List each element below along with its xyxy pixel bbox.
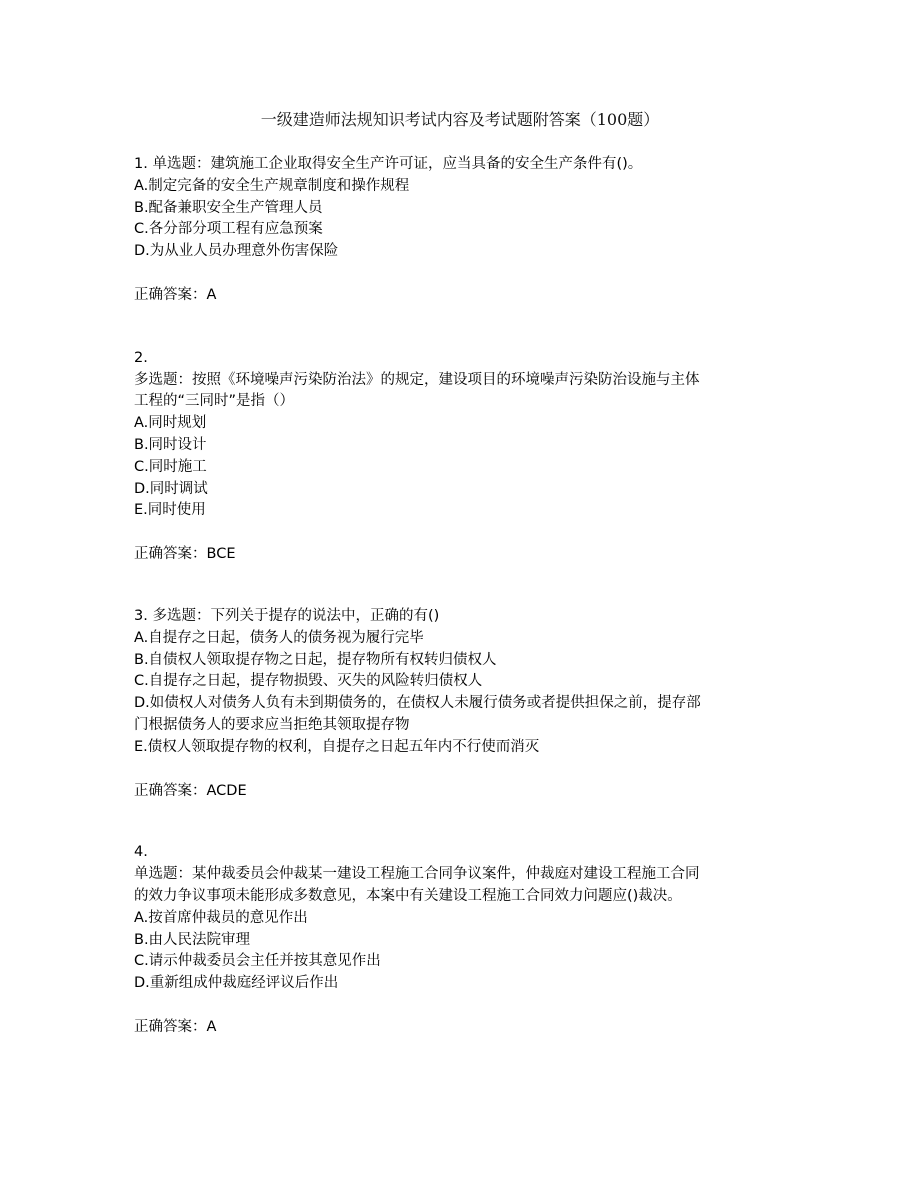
option-a: A.按首席仲裁员的意见作出 bbox=[134, 909, 308, 926]
question-stem-continued: 的效力争议事项未能形成多数意见，本案中有关建设工程施工合同效力问题应()裁决。 bbox=[134, 887, 682, 904]
correct-answer: 正确答案：A bbox=[134, 286, 217, 303]
question-number: 2. bbox=[134, 349, 148, 366]
option-a: A.自提存之日起，债务人的债务视为履行完毕 bbox=[134, 629, 424, 646]
question-3 bbox=[134, 606, 794, 802]
option-a: A.制定完备的安全生产规章制度和操作规程 bbox=[134, 177, 410, 194]
option-b: B.配备兼职安全生产管理人员 bbox=[134, 199, 323, 216]
option-c: C.同时施工 bbox=[134, 458, 207, 475]
question-2 bbox=[134, 348, 794, 566]
option-d-continued: 门根据债务人的要求应当拒绝其领取提存物 bbox=[134, 716, 410, 733]
question-1 bbox=[134, 154, 794, 307]
spacer bbox=[134, 802, 794, 842]
document-title: 一级建造师法规知识考试内容及考试题附答案（100题） bbox=[260, 110, 660, 129]
option-d: D.为从业人员办理意外伤害保险 bbox=[134, 243, 339, 260]
option-b: B.自债权人领取提存物之日起，提存物所有权转归债权人 bbox=[134, 651, 497, 668]
option-d: D.同时调试 bbox=[134, 480, 208, 497]
question-4 bbox=[134, 842, 794, 1038]
question-stem: 多选题：按照《环境噪声污染防治法》的规定，建设项目的环境噪声污染防治设施与主体 bbox=[134, 371, 700, 388]
question-number: 4. bbox=[134, 844, 148, 861]
question-stem: 3. 多选题：下列关于提存的说法中，正确的有() bbox=[134, 607, 440, 624]
spacer bbox=[134, 566, 794, 606]
option-c: C.各分部分项工程有应急预案 bbox=[134, 221, 323, 238]
option-e: E.同时使用 bbox=[134, 502, 206, 519]
option-c: C.自提存之日起，提存物损毁、灭失的风险转归债权人 bbox=[134, 673, 483, 690]
option-b: B.由人民法院审理 bbox=[134, 931, 251, 948]
option-a: A.同时规划 bbox=[134, 415, 207, 432]
question-stem-continued: 工程的“三同时”是指（） bbox=[134, 393, 295, 410]
option-e: E.债权人领取提存物的权利，自提存之日起五年内不行使而消灭 bbox=[134, 738, 540, 755]
question-list bbox=[134, 154, 794, 1039]
spacer bbox=[134, 307, 794, 348]
option-c: C.请示仲裁委员会主任并按其意见作出 bbox=[134, 953, 381, 970]
correct-answer: 正确答案：ACDE bbox=[134, 782, 247, 799]
option-d: D.重新组成仲裁庭经评议后作出 bbox=[134, 975, 339, 992]
option-b: B.同时设计 bbox=[134, 436, 207, 453]
correct-answer: 正确答案：A bbox=[134, 1018, 217, 1035]
question-stem: 单选题：某仲裁委员会仲裁某一建设工程施工合同争议案件，仲裁庭对建设工程施工合同 bbox=[134, 866, 700, 883]
correct-answer: 正确答案：BCE bbox=[134, 546, 236, 563]
option-d: D.如债权人对债务人负有未到期债务的，在债权人未履行债务或者提供担保之前，提存部 bbox=[134, 695, 701, 712]
question-stem: 1. 单选题：建筑施工企业取得安全生产许可证，应当具备的安全生产条件有()。 bbox=[134, 156, 643, 172]
